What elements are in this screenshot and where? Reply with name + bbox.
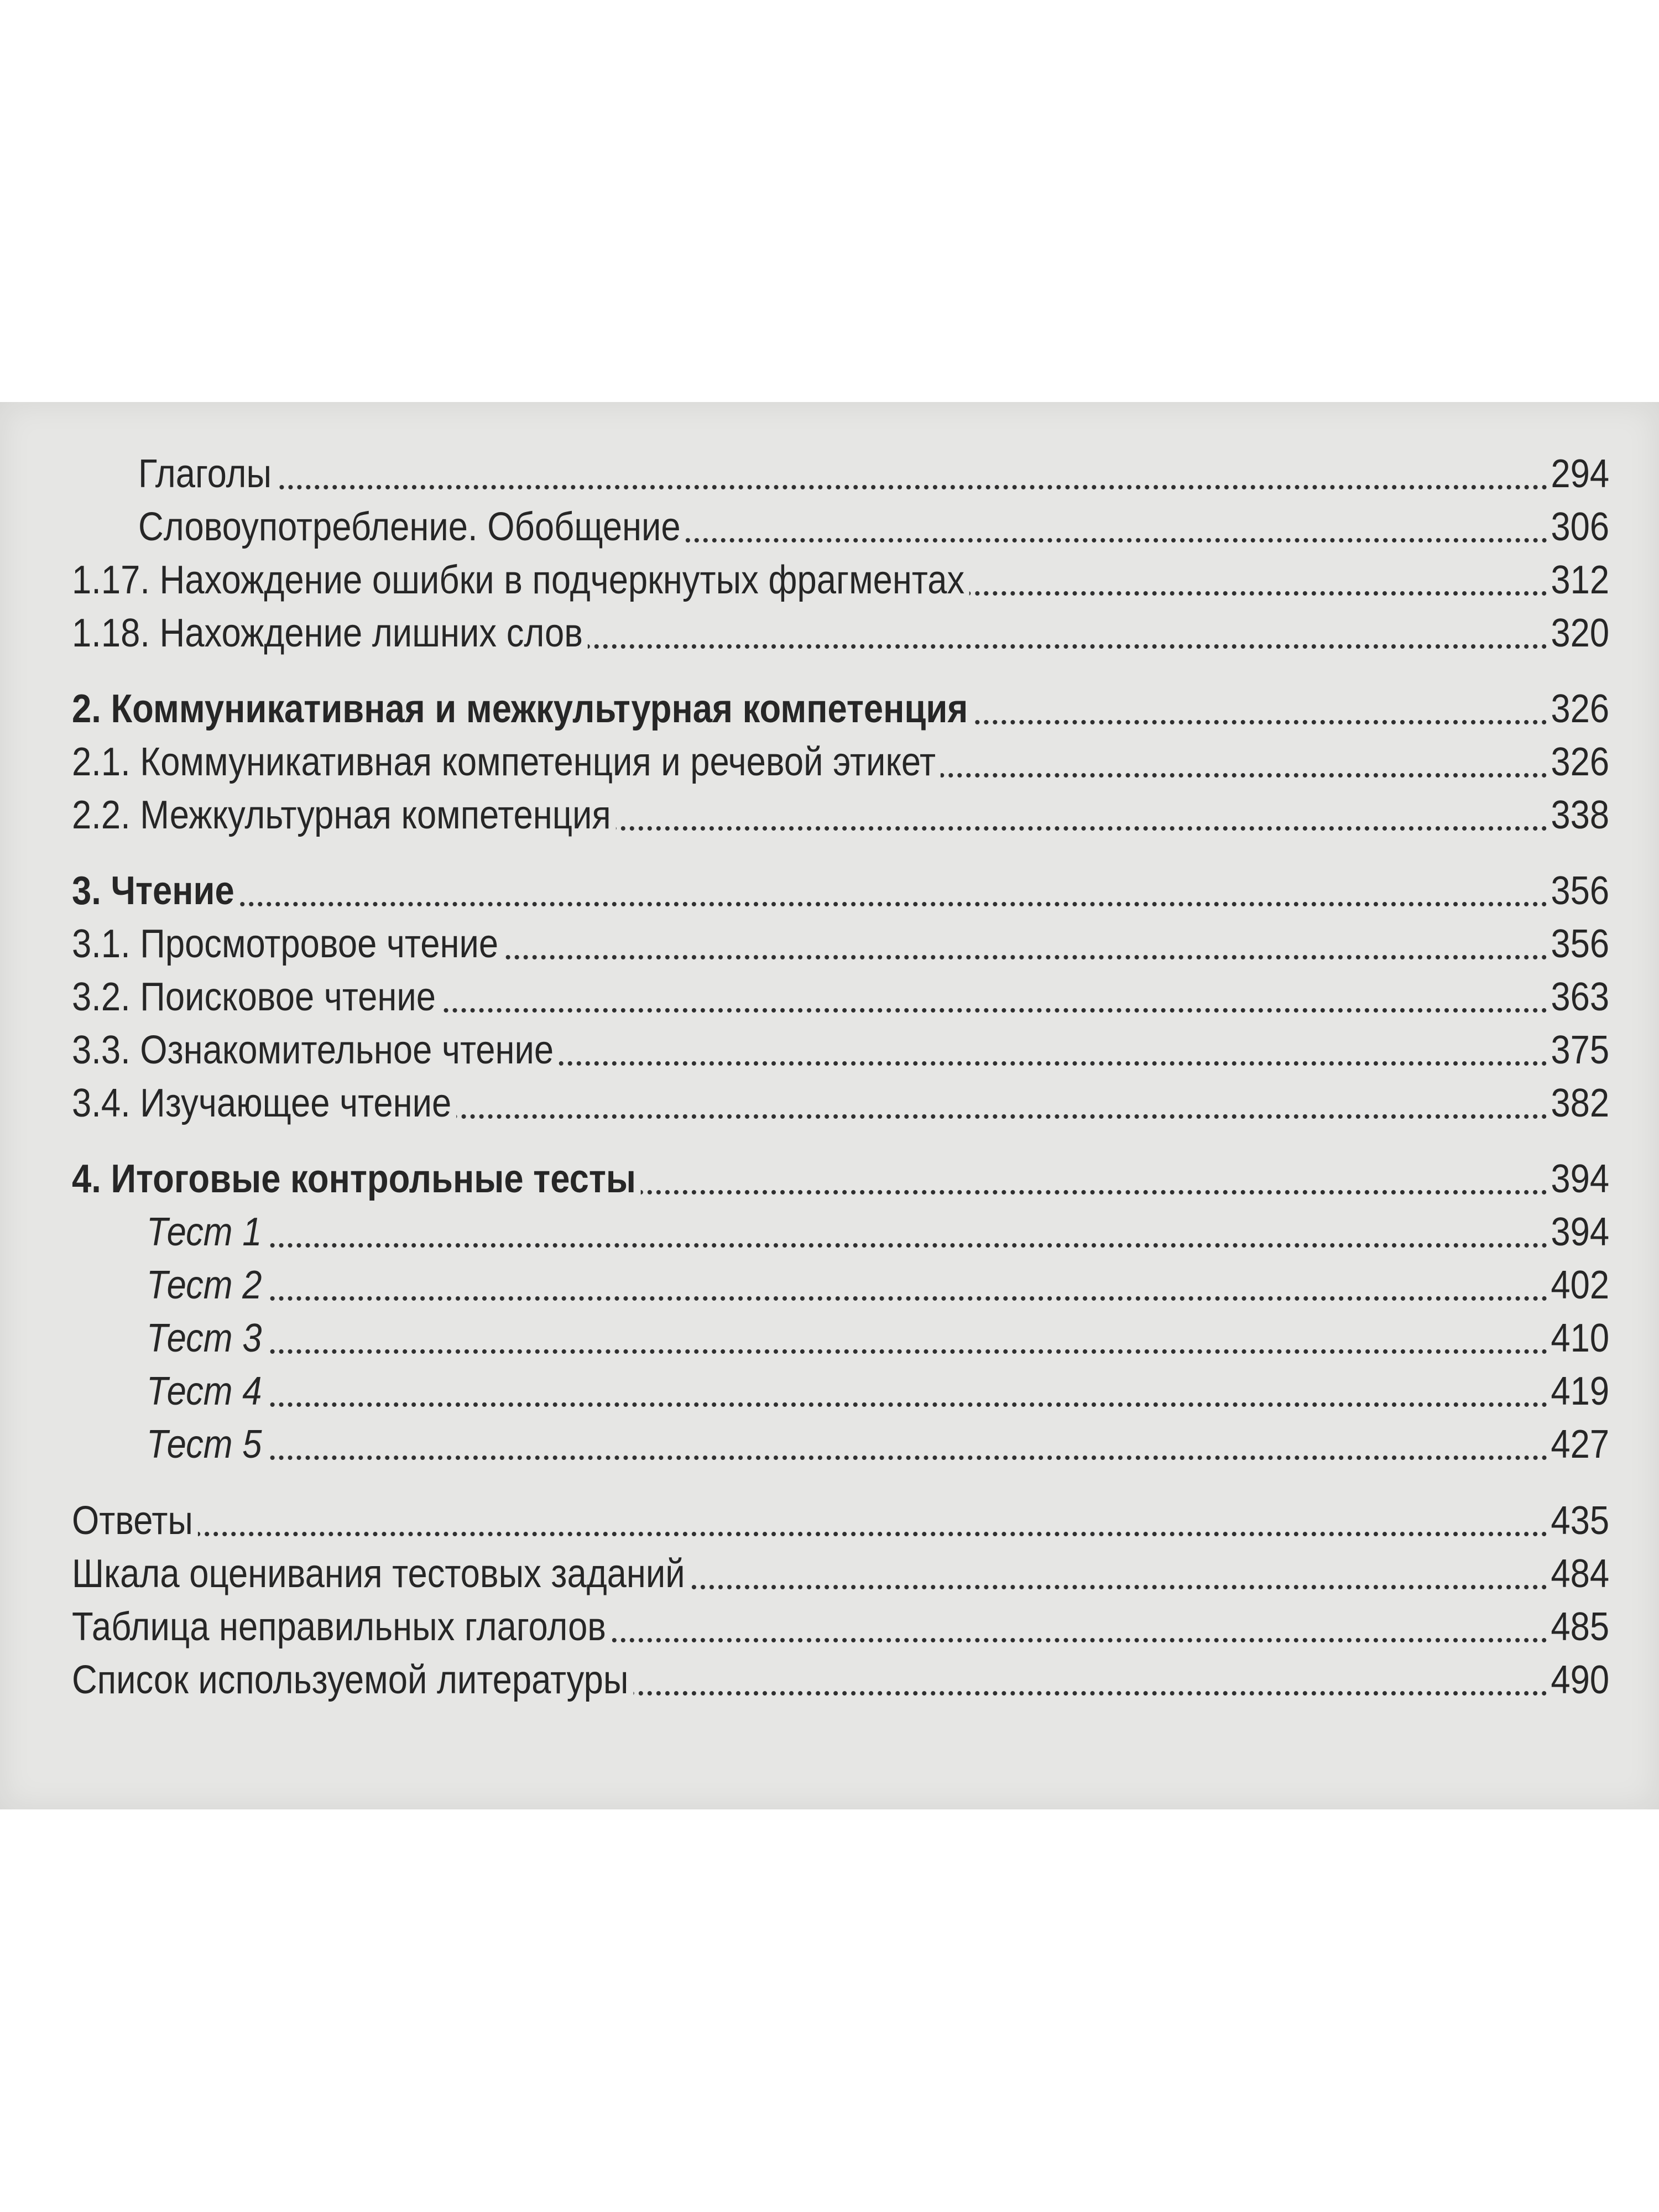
toc-entry-page: 326 [1547,687,1609,731]
toc-entry-title: 3.2. Поисковое чтение [72,975,441,1019]
dot-leader [138,485,1609,489]
toc-entry-page: 402 [1547,1263,1609,1307]
toc-entry-title: Список используемой литературы [72,1658,633,1702]
toc-entry [0,1422,1659,1474]
toc-entry-page: 485 [1547,1605,1609,1649]
dot-leader [147,1349,1609,1354]
toc-entry-page: 394 [1547,1157,1609,1201]
toc-entry-title: 4. Итоговые контрольные тесты [72,1157,641,1201]
toc-entry [0,1083,1659,1133]
toc-entry [0,1212,1659,1262]
toc-entry-page: 410 [1547,1316,1609,1360]
toc-entry-title: Шкала оценивания тестовых заданий [72,1552,690,1596]
toc-entry [0,742,1659,792]
toc-entry-title: 2. Коммуникативная и межкультурная компетенция [72,687,973,731]
toc-entry-page: 294 [1547,452,1609,496]
dot-leader [72,902,1609,906]
dot-leader [72,1532,1609,1536]
book-page [0,402,1659,1809]
toc-entry-title: Тест 5 [147,1422,267,1467]
toc-section-heading [0,1159,1659,1209]
toc-entry-title: Тест 4 [147,1369,267,1413]
toc-entry-title: 2.1. Коммуникативная компетенция и речевой этикет [72,740,941,784]
toc-entry [0,1265,1659,1315]
toc-entry-page: 326 [1547,740,1609,784]
toc-entry [0,1501,1659,1551]
toc-entry-page: 312 [1547,558,1609,602]
toc-entry-page: 394 [1547,1210,1609,1254]
toc-entry-page: 435 [1547,1499,1609,1543]
toc-entry [0,1318,1659,1368]
toc-entry-title: Глаголы [138,452,276,496]
toc-entry-page: 306 [1547,505,1609,549]
toc-entry [0,1554,1659,1604]
toc-entry [0,1607,1659,1657]
toc-entry-title: Ответы [72,1499,198,1543]
toc-entry-page: 484 [1547,1552,1609,1596]
toc-entry-title: Таблица неправильных глаголов [72,1605,611,1649]
toc-entry-page: 419 [1547,1369,1609,1413]
toc-entry [0,560,1659,610]
toc-entry-title: Тест 3 [147,1316,267,1360]
toc-entry [0,924,1659,974]
toc-section-heading [0,689,1659,739]
toc-entry-title: 2.2. Межкультурная компетенция [72,793,616,837]
toc-entry-page: 356 [1547,922,1609,966]
toc-entry [0,454,1659,504]
toc-entry-page: 375 [1547,1028,1609,1072]
toc-entry [0,977,1659,1027]
toc-entry [0,1660,1659,1710]
toc-entry-title: Тест 2 [147,1263,267,1307]
toc-entry-title: Словоупотребление. Обобщение [138,505,685,549]
toc-entry-page: 427 [1547,1422,1609,1467]
toc-entry-page: 320 [1547,611,1609,655]
toc-entry-title: 3. Чтение [72,869,239,913]
toc-entry-title: 3.3. Ознакомительное чтение [72,1028,559,1072]
table-of-contents [0,402,1659,1809]
toc-entry [0,507,1659,557]
toc-section-heading [0,871,1659,921]
toc-entry-title: 3.1. Просмотровое чтение [72,922,503,966]
toc-entry-title: 3.4. Изучающее чтение [72,1081,456,1125]
toc-entry-page: 490 [1547,1658,1609,1702]
toc-entry-page: 338 [1547,793,1609,837]
toc-entry [0,795,1659,845]
dot-leader [147,1402,1609,1407]
toc-entry-page: 356 [1547,869,1609,913]
dot-leader [147,1296,1609,1301]
toc-entry [0,613,1659,663]
toc-entry [0,1030,1659,1080]
toc-entry-title: 1.17. Нахождение ошибки в подчеркнутых фрагментах [72,558,969,602]
toc-entry-title: Тест 1 [147,1210,267,1254]
toc-entry-page: 382 [1547,1081,1609,1125]
dot-leader [147,1243,1609,1248]
toc-entry [0,1371,1659,1421]
toc-entry-page: 363 [1547,975,1609,1019]
toc-entry-title: 1.18. Нахождение лишних слов [72,611,588,655]
dot-leader [147,1455,1609,1460]
